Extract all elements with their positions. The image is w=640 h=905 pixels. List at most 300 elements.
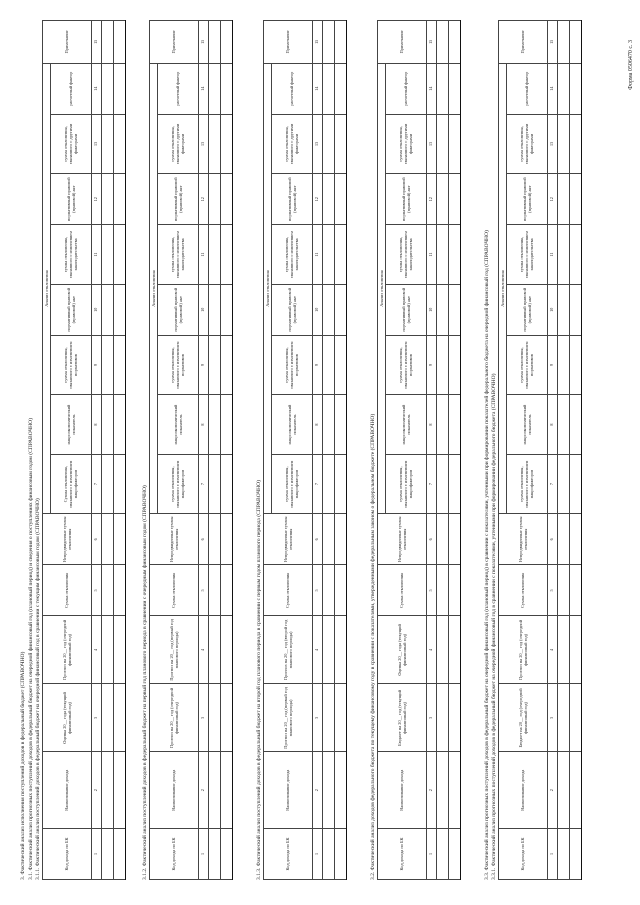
column-number: 6 [91, 514, 101, 565]
table-cell[interactable] [101, 684, 113, 752]
table-cell[interactable] [220, 63, 232, 114]
column-number: 11 [198, 225, 208, 285]
table-cell[interactable] [448, 828, 460, 879]
column-number: 13 [198, 114, 208, 174]
table-cell[interactable] [113, 21, 125, 64]
table-cell[interactable] [208, 335, 220, 395]
table-cell[interactable] [557, 565, 569, 616]
table-cell[interactable] [220, 21, 232, 64]
column-number: 2 [426, 752, 436, 829]
table-cell[interactable] [557, 335, 569, 395]
table-cell[interactable] [220, 684, 232, 752]
table-cell[interactable] [322, 514, 334, 565]
table-cell[interactable] [101, 335, 113, 395]
table-cell[interactable] [208, 684, 220, 752]
table-cell[interactable] [569, 63, 581, 114]
column-header: сумма отклонения, связанного с изменением макрофакторов [506, 454, 547, 514]
column-number: 4 [91, 616, 101, 684]
table-cell[interactable] [113, 335, 125, 395]
column-header: расчетный фактор [50, 63, 91, 114]
table-cell[interactable] [322, 565, 334, 616]
table-cell[interactable] [557, 616, 569, 684]
column-header: Сумма отклонения [149, 565, 198, 616]
revenue-analysis-table [377, 20, 461, 880]
table-cell[interactable] [569, 684, 581, 752]
table-cell[interactable] [322, 174, 334, 225]
table-cell[interactable] [448, 225, 460, 285]
table-cell[interactable] [322, 284, 334, 335]
column-header: Непредвиденные суммы отклонения [263, 514, 312, 565]
column-number: 1 [312, 828, 322, 879]
column-number: 2 [547, 752, 557, 829]
table-cell[interactable] [208, 174, 220, 225]
column-number: 12 [547, 174, 557, 225]
table-cell[interactable] [436, 565, 448, 616]
table-cell[interactable] [448, 454, 460, 514]
table-cell[interactable] [208, 514, 220, 565]
section-block [484, 20, 582, 880]
column-number: 15 [312, 21, 322, 64]
table-cell[interactable] [220, 284, 232, 335]
table-cell[interactable] [101, 63, 113, 114]
column-header: Сумма отклонения, связанного с изменением макрофакторов [50, 454, 91, 514]
column-header: Бюджет на 20__ год (очередной финансовый год) [498, 684, 547, 752]
column-header: Наименование дохода [149, 752, 198, 829]
column-number: 14 [91, 63, 101, 114]
column-header: Наименование дохода [263, 752, 312, 829]
table-row [208, 21, 220, 880]
table-cell[interactable] [220, 225, 232, 285]
table-cell[interactable] [334, 114, 346, 174]
table-cell[interactable] [448, 514, 460, 565]
table-cell[interactable] [101, 616, 113, 684]
table-cell[interactable] [220, 616, 232, 684]
column-number: 8 [426, 395, 436, 455]
table-cell[interactable] [208, 752, 220, 829]
table-cell[interactable] [334, 174, 346, 225]
table-cell[interactable] [220, 395, 232, 455]
column-header: Сумма отклонения [42, 565, 91, 616]
table-cell[interactable] [448, 616, 460, 684]
table-cell[interactable] [569, 395, 581, 455]
column-number: 15 [426, 21, 436, 64]
column-header: нормативный правовой (правовой) акт [506, 284, 547, 335]
table-cell[interactable] [569, 752, 581, 829]
section-block [256, 20, 347, 880]
table-cell[interactable] [113, 174, 125, 225]
group-header: Анализ отклонения [377, 63, 385, 514]
table-cell[interactable] [208, 225, 220, 285]
column-header: макроэкономический показатель [271, 395, 312, 455]
table-cell[interactable] [557, 752, 569, 829]
column-header: сумма отклонения, связанного с другими факторами [385, 114, 426, 174]
column-header: расчетный фактор [506, 63, 547, 114]
column-header: сумма отклонения, связанного с изменением законодательства [50, 225, 91, 285]
column-number: 3 [312, 684, 322, 752]
column-number: 1 [547, 828, 557, 879]
table-cell[interactable] [208, 63, 220, 114]
table-cell[interactable] [101, 395, 113, 455]
table-cell[interactable] [569, 514, 581, 565]
column-number: 10 [91, 284, 101, 335]
column-header: сумма отклонения, связанного с изменением нормативов [506, 335, 547, 395]
table-cell[interactable] [569, 21, 581, 64]
table-cell[interactable] [569, 284, 581, 335]
table-row [220, 21, 232, 880]
column-number: 2 [312, 752, 322, 829]
column-number: 2 [198, 752, 208, 829]
table-cell[interactable] [448, 684, 460, 752]
column-number: 10 [198, 284, 208, 335]
revenue-analysis-table [149, 20, 233, 880]
table-cell[interactable] [569, 335, 581, 395]
column-number: 4 [312, 616, 322, 684]
column-number: 6 [312, 514, 322, 565]
table-cell[interactable] [334, 335, 346, 395]
table-cell[interactable] [436, 828, 448, 879]
column-header: Сумма отклонения [377, 565, 426, 616]
column-number: 6 [198, 514, 208, 565]
column-header: Оценка 20__ года (текущий финансовый год) [377, 616, 426, 684]
table-cell[interactable] [208, 828, 220, 879]
column-number: 1 [91, 828, 101, 879]
table-cell[interactable] [569, 225, 581, 285]
column-header: сумма отклонения, связанного с изменением законодательства [506, 225, 547, 285]
column-number: 7 [426, 454, 436, 514]
table-cell[interactable] [436, 395, 448, 455]
column-header: Примечание [42, 21, 91, 64]
table-cell[interactable] [557, 284, 569, 335]
table-cell[interactable] [208, 114, 220, 174]
table-cell[interactable] [557, 63, 569, 114]
column-header: Прогноз на 20__ год (очередной финансовый год) [149, 684, 198, 752]
subsection-title: 3.1.2. Фактический анализ поступлений доходов в федеральный бюджет на первый год планового периода в сравнении с очередным финансовым годом (СПРАВОЧНО) [142, 485, 148, 880]
column-number: 14 [426, 63, 436, 114]
column-number: 14 [312, 63, 322, 114]
column-header: макроэкономический показатель [50, 395, 91, 455]
table-cell[interactable] [113, 828, 125, 879]
table-cell[interactable] [322, 752, 334, 829]
table-cell[interactable] [101, 174, 113, 225]
table-cell[interactable] [101, 454, 113, 514]
table-cell[interactable] [322, 114, 334, 174]
column-header: сумма отклонения, связанного с изменением макрофакторов [385, 454, 426, 514]
table-cell[interactable] [436, 454, 448, 514]
column-header: Непредвиденные суммы отклонения [498, 514, 547, 565]
column-number: 10 [426, 284, 436, 335]
table-cell[interactable] [569, 454, 581, 514]
table-cell[interactable] [101, 514, 113, 565]
column-header: нормативный правовой (правовой) акт [385, 284, 426, 335]
column-header: Код дохода по БК [377, 828, 426, 879]
table-cell[interactable] [569, 828, 581, 879]
table-cell[interactable] [322, 684, 334, 752]
table-cell[interactable] [557, 514, 569, 565]
table-cell[interactable] [448, 174, 460, 225]
table-cell[interactable] [113, 752, 125, 829]
table-cell[interactable] [101, 565, 113, 616]
table-cell[interactable] [569, 114, 581, 174]
table-cell[interactable] [448, 395, 460, 455]
table-cell[interactable] [208, 395, 220, 455]
table-cell[interactable] [113, 395, 125, 455]
column-header: Непредвиденные суммы отклонения [149, 514, 198, 565]
table-cell[interactable] [448, 284, 460, 335]
column-number: 3 [426, 684, 436, 752]
column-header: нормативный правовой (правовой) акт [50, 284, 91, 335]
column-number: 1 [426, 828, 436, 879]
table-cell[interactable] [322, 63, 334, 114]
column-header: Прогноз на 20__ год (первый год планового периода) [263, 684, 312, 752]
table-cell[interactable] [220, 514, 232, 565]
column-header: сумма отклонения, связанного с изменением нормативов [50, 335, 91, 395]
table-cell[interactable] [334, 616, 346, 684]
table-cell[interactable] [334, 284, 346, 335]
table-cell[interactable] [113, 454, 125, 514]
column-header: Прогноз на 20__ год (очередной финансовый год) [498, 616, 547, 684]
table-cell[interactable] [113, 225, 125, 285]
table-row [334, 21, 346, 880]
column-number: 5 [91, 565, 101, 616]
column-number: 11 [426, 225, 436, 285]
table-cell[interactable] [101, 21, 113, 64]
column-header: Наименование дохода [498, 752, 547, 829]
column-number: 11 [312, 225, 322, 285]
column-number: 6 [547, 514, 557, 565]
group-header: Анализ отклонения [42, 63, 50, 514]
column-header: макроэкономический показатель [506, 395, 547, 455]
revenue-analysis-table [263, 20, 347, 880]
table-cell[interactable] [208, 21, 220, 64]
section-block [28, 20, 126, 880]
column-header: нормативный правовой (правовой) акт [385, 174, 426, 225]
table-cell[interactable] [220, 114, 232, 174]
table-cell[interactable] [113, 114, 125, 174]
column-number: 7 [91, 454, 101, 514]
column-header: нормативный правовой (правовой) акт [50, 174, 91, 225]
column-number: 8 [312, 395, 322, 455]
column-number: 5 [198, 565, 208, 616]
table-cell[interactable] [322, 225, 334, 285]
table-cell[interactable] [322, 828, 334, 879]
column-header: Примечание [498, 21, 547, 64]
table-cell[interactable] [322, 335, 334, 395]
table-cell[interactable] [448, 21, 460, 64]
column-header: Прогноз на 20__ год (первый год планового периода) [149, 616, 198, 684]
table-cell[interactable] [436, 684, 448, 752]
column-number: 9 [198, 335, 208, 395]
column-header: Прогноз на 20__ год (второй год планового периода) [263, 616, 312, 684]
column-number: 6 [426, 514, 436, 565]
table-cell[interactable] [334, 752, 346, 829]
subsection-title: 3.3. Фактический анализ прогнозных поступлений доходов в федеральный бюджет на очередной финансовый год (плановый период) в сравнении с показателями, учтенными при формировании показателей федерального бюджета на очередной финансовый год (СПРАВОЧНО) [484, 230, 490, 880]
column-header: Сумма отклонения [263, 565, 312, 616]
table-row [569, 21, 581, 880]
table-cell[interactable] [334, 828, 346, 879]
column-number: 9 [426, 335, 436, 395]
table-cell[interactable] [557, 21, 569, 64]
table-cell[interactable] [334, 454, 346, 514]
table-cell[interactable] [436, 514, 448, 565]
column-number: 4 [426, 616, 436, 684]
column-header: макроэкономический показатель [385, 395, 426, 455]
table-cell[interactable] [113, 514, 125, 565]
table-cell[interactable] [569, 174, 581, 225]
table-cell[interactable] [322, 21, 334, 64]
column-header: расчетный фактор [157, 63, 198, 114]
table-cell[interactable] [208, 565, 220, 616]
column-header: нормативный правовой (правовой) акт [157, 174, 198, 225]
table-cell[interactable] [448, 63, 460, 114]
table-cell[interactable] [322, 454, 334, 514]
table-cell[interactable] [557, 454, 569, 514]
table-cell[interactable] [436, 616, 448, 684]
table-cell[interactable] [220, 828, 232, 879]
table-row [113, 21, 125, 880]
column-number: 10 [312, 284, 322, 335]
column-header: сумма отклонения, связанного с другими факторами [271, 114, 312, 174]
table-cell[interactable] [334, 514, 346, 565]
column-header: нормативный правовой (правовой) акт [271, 284, 312, 335]
column-number: 7 [198, 454, 208, 514]
table-cell[interactable] [448, 752, 460, 829]
table-cell[interactable] [101, 828, 113, 879]
table-cell[interactable] [220, 335, 232, 395]
column-header: Код дохода по БК [149, 828, 198, 879]
table-cell[interactable] [113, 284, 125, 335]
column-number: 5 [312, 565, 322, 616]
column-number: 8 [198, 395, 208, 455]
column-number: 7 [547, 454, 557, 514]
table-cell[interactable] [557, 395, 569, 455]
table-cell[interactable] [113, 565, 125, 616]
table-cell[interactable] [334, 225, 346, 285]
table-cell[interactable] [569, 565, 581, 616]
table-cell[interactable] [436, 335, 448, 395]
table-row [436, 21, 448, 880]
table-cell[interactable] [220, 752, 232, 829]
table-cell[interactable] [208, 616, 220, 684]
table-cell[interactable] [334, 395, 346, 455]
table-cell[interactable] [101, 752, 113, 829]
column-header: нормативный правовой (правовой) акт [506, 174, 547, 225]
table-cell[interactable] [557, 225, 569, 285]
column-header: сумма отклонения, связанного с изменением законодательства [385, 225, 426, 285]
column-header: Примечание [377, 21, 426, 64]
table-cell[interactable] [322, 395, 334, 455]
table-cell[interactable] [436, 225, 448, 285]
table-cell[interactable] [334, 565, 346, 616]
column-header: расчетный фактор [271, 63, 312, 114]
column-header: Код дохода по БК [42, 828, 91, 879]
table-cell[interactable] [557, 114, 569, 174]
table-cell[interactable] [101, 225, 113, 285]
column-number: 9 [91, 335, 101, 395]
table-cell[interactable] [569, 616, 581, 684]
column-header: Примечание [149, 21, 198, 64]
table-cell[interactable] [436, 21, 448, 64]
column-number: 1 [198, 828, 208, 879]
column-header: сумма отклонения, связанного с другими факторами [506, 114, 547, 174]
column-number: 5 [426, 565, 436, 616]
table-cell[interactable] [322, 616, 334, 684]
table-cell[interactable] [220, 174, 232, 225]
column-header: сумма отклонения, связанного с изменением законодательства [271, 225, 312, 285]
column-number: 8 [91, 395, 101, 455]
column-number: 15 [547, 21, 557, 64]
column-number: 13 [91, 114, 101, 174]
section-title: 3. Фактический анализ исполнения поступлений доходов в федеральный бюджет (СПРАВОЧНО) [20, 651, 26, 880]
revenue-analysis-table [42, 20, 126, 880]
column-header: Примечание [263, 21, 312, 64]
column-number: 14 [547, 63, 557, 114]
column-header: Бюджет на 20__ год (текущий финансовый год) [377, 684, 426, 752]
table-cell[interactable] [436, 174, 448, 225]
table-cell[interactable] [448, 565, 460, 616]
column-header: макроэкономический показатель [157, 395, 198, 455]
table-cell[interactable] [557, 828, 569, 879]
column-header: Непредвиденные суммы отклонения [377, 514, 426, 565]
column-number: 3 [547, 684, 557, 752]
table-cell[interactable] [101, 114, 113, 174]
column-number: 9 [312, 335, 322, 395]
table-cell[interactable] [220, 454, 232, 514]
revenue-analysis-table [498, 20, 582, 880]
table-cell[interactable] [113, 684, 125, 752]
table-cell[interactable] [557, 174, 569, 225]
group-header: Анализ отклонения [149, 63, 157, 514]
table-cell[interactable] [220, 565, 232, 616]
table-cell[interactable] [436, 752, 448, 829]
table-cell[interactable] [113, 616, 125, 684]
table-cell[interactable] [113, 63, 125, 114]
table-cell[interactable] [436, 284, 448, 335]
column-number: 11 [547, 225, 557, 285]
table-cell[interactable] [436, 63, 448, 114]
column-header: сумма отклонения, связанного с изменением законодательства [157, 225, 198, 285]
table-cell[interactable] [208, 454, 220, 514]
column-number: 2 [91, 752, 101, 829]
table-row [557, 21, 569, 880]
form-code: Форма 0506470 с. 3 [628, 40, 634, 90]
column-number: 12 [312, 174, 322, 225]
column-number: 13 [312, 114, 322, 174]
column-number: 8 [547, 395, 557, 455]
subsection-title: 3.1.3. Фактический анализ поступлений доходов в федеральный бюджет на второй год планового периода в сравнении с первым годом планового периода (СПРАВОЧНО) [256, 480, 262, 880]
column-number: 7 [312, 454, 322, 514]
table-cell[interactable] [557, 684, 569, 752]
column-header: сумма отклонения, связанного с изменением нормативов [157, 335, 198, 395]
column-number: 4 [198, 616, 208, 684]
column-header: Оценка 20__ года (текущий финансовый год) [42, 684, 91, 752]
column-number: 11 [91, 225, 101, 285]
column-header: сумма отклонения, связанного с другими факторами [50, 114, 91, 174]
table-cell[interactable] [334, 684, 346, 752]
table-cell[interactable] [436, 114, 448, 174]
table-cell[interactable] [448, 335, 460, 395]
group-header: Анализ отклонения [263, 63, 271, 514]
table-cell[interactable] [101, 284, 113, 335]
column-number: 13 [547, 114, 557, 174]
table-cell[interactable] [334, 21, 346, 64]
column-header: Код дохода по БК [498, 828, 547, 879]
table-cell[interactable] [334, 63, 346, 114]
table-cell[interactable] [208, 284, 220, 335]
table-cell[interactable] [448, 114, 460, 174]
column-header: Сумма отклонения [498, 565, 547, 616]
subsection-subtitle: 3.3.1. Фактический анализ прогнозных поступлений доходов в федеральный бюджет на очередной финансовый год в сравнении с показателями, учтенными при формировании федерального бюджета (СПРАВОЧНО) [490, 373, 497, 880]
subsection-title: 3.2. Фактический анализ доходов федерального бюджета по текущему финансовому году в сравнении с показателями, утвержденными федеральным законом о федеральном бюджете (СПРАВОЧНО) [370, 413, 376, 880]
